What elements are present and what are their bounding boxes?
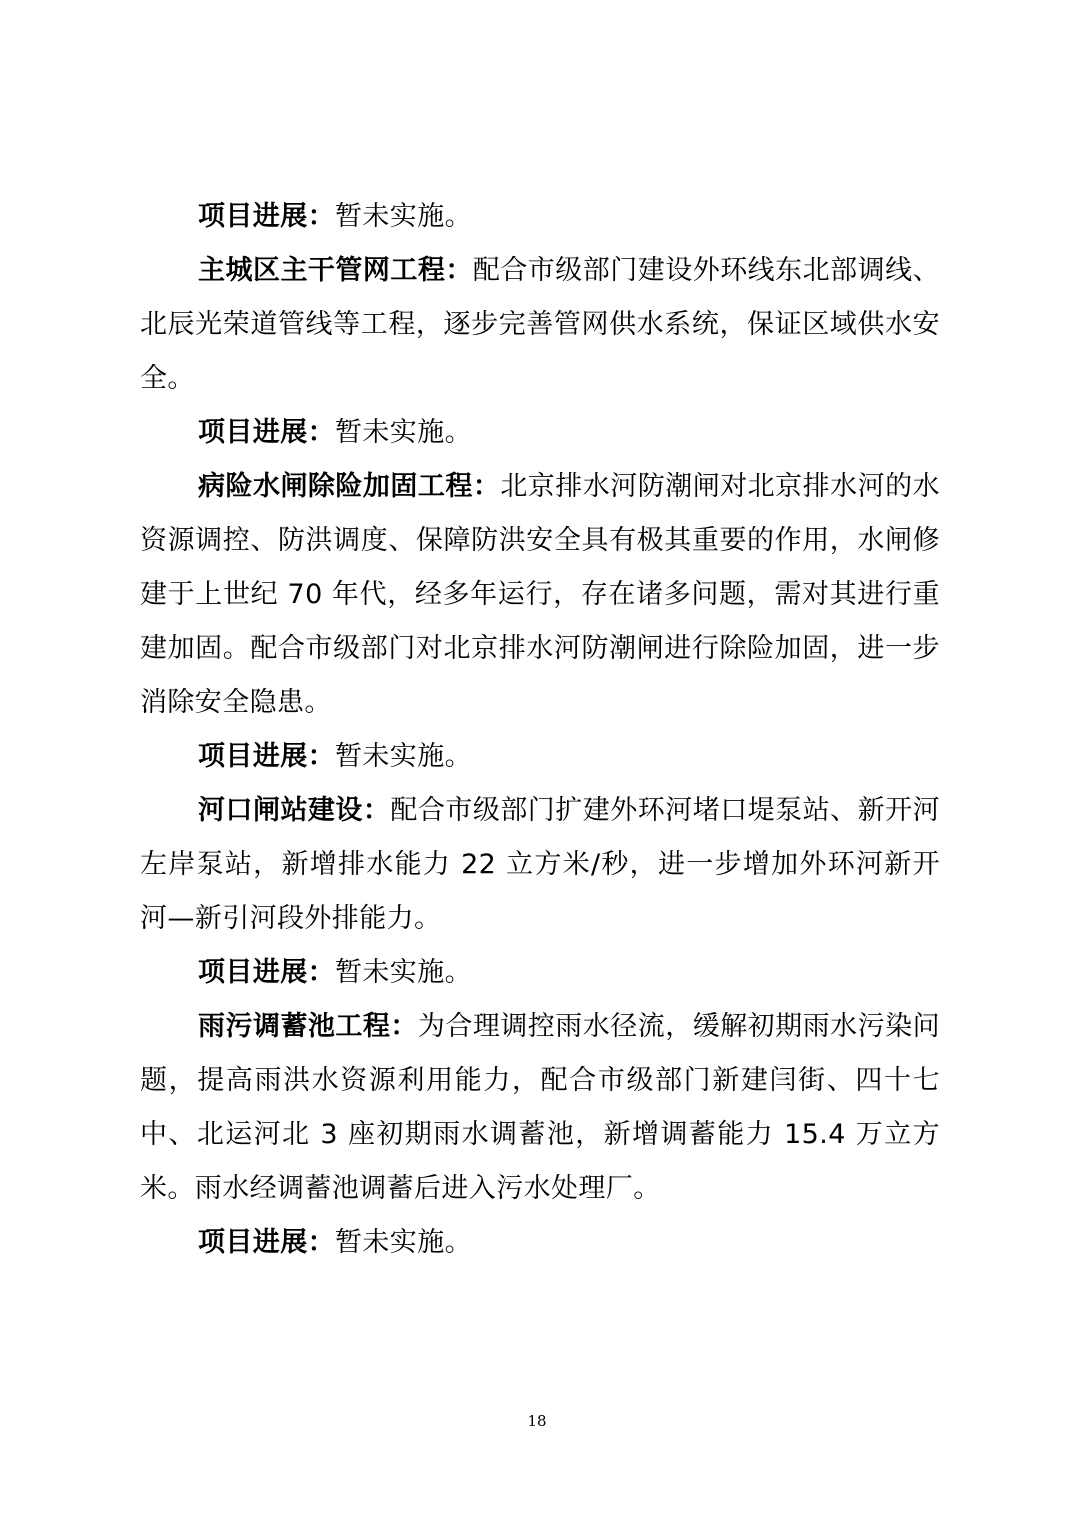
progress-status: 暂未实施。 xyxy=(335,201,472,232)
progress-label: 项目进展： xyxy=(198,1227,335,1258)
project-paragraph xyxy=(140,460,940,730)
project-paragraph xyxy=(140,244,940,406)
document-body xyxy=(140,190,940,1270)
progress-status: 暂未实施。 xyxy=(335,957,472,988)
page-number: 18 xyxy=(527,1412,547,1430)
progress-paragraph xyxy=(140,1216,940,1270)
project-heading: 主城区主干管网工程： xyxy=(198,255,473,286)
project-description: 配合市级部门扩建外环河堵口堤泵站、新开河左岸泵站，新增排水能力 22 立方米/秒，进一步增加外环河新开河—新引河段外排能力。 xyxy=(140,795,940,934)
progress-paragraph xyxy=(140,730,940,784)
progress-status: 暂未实施。 xyxy=(335,741,472,772)
project-paragraph xyxy=(140,1000,940,1216)
project-paragraph xyxy=(140,784,940,946)
progress-label: 项目进展： xyxy=(198,741,335,772)
project-heading: 病险水闸除险加固工程： xyxy=(198,471,501,502)
progress-paragraph xyxy=(140,190,940,244)
project-description: 北京排水河防潮闸对北京排水河的水资源调控、防洪调度、保障防洪安全具有极其重要的作用，水闸修建于上世纪 70 年代，经多年运行，存在诸多问题，需对其进行重建加固。配合市级部门对北京排水河防潮闸进行除险加固，进一步消除安全隐患。 xyxy=(140,471,940,718)
project-description: 配合市级部门建设外环线东北部调线、北辰光荣道管线等工程，逐步完善管网供水系统，保证区域供水安全。 xyxy=(140,255,940,394)
progress-label: 项目进展： xyxy=(198,201,335,232)
project-heading: 河口闸站建设： xyxy=(198,795,391,826)
progress-status: 暂未实施。 xyxy=(335,1227,472,1258)
progress-paragraph xyxy=(140,946,940,1000)
progress-label: 项目进展： xyxy=(198,957,335,988)
project-description: 为合理调控雨水径流，缓解初期雨水污染问题，提高雨洪水资源利用能力，配合市级部门新建闫街、四十七中、北运河北 3 座初期雨水调蓄池，新增调蓄能力 15.4 万立方米。雨水经调蓄池调蓄后进入污水处理厂。 xyxy=(140,1011,940,1204)
project-heading: 雨污调蓄池工程： xyxy=(198,1011,418,1042)
progress-label: 项目进展： xyxy=(198,417,335,448)
progress-status: 暂未实施。 xyxy=(335,417,472,448)
progress-paragraph xyxy=(140,406,940,460)
